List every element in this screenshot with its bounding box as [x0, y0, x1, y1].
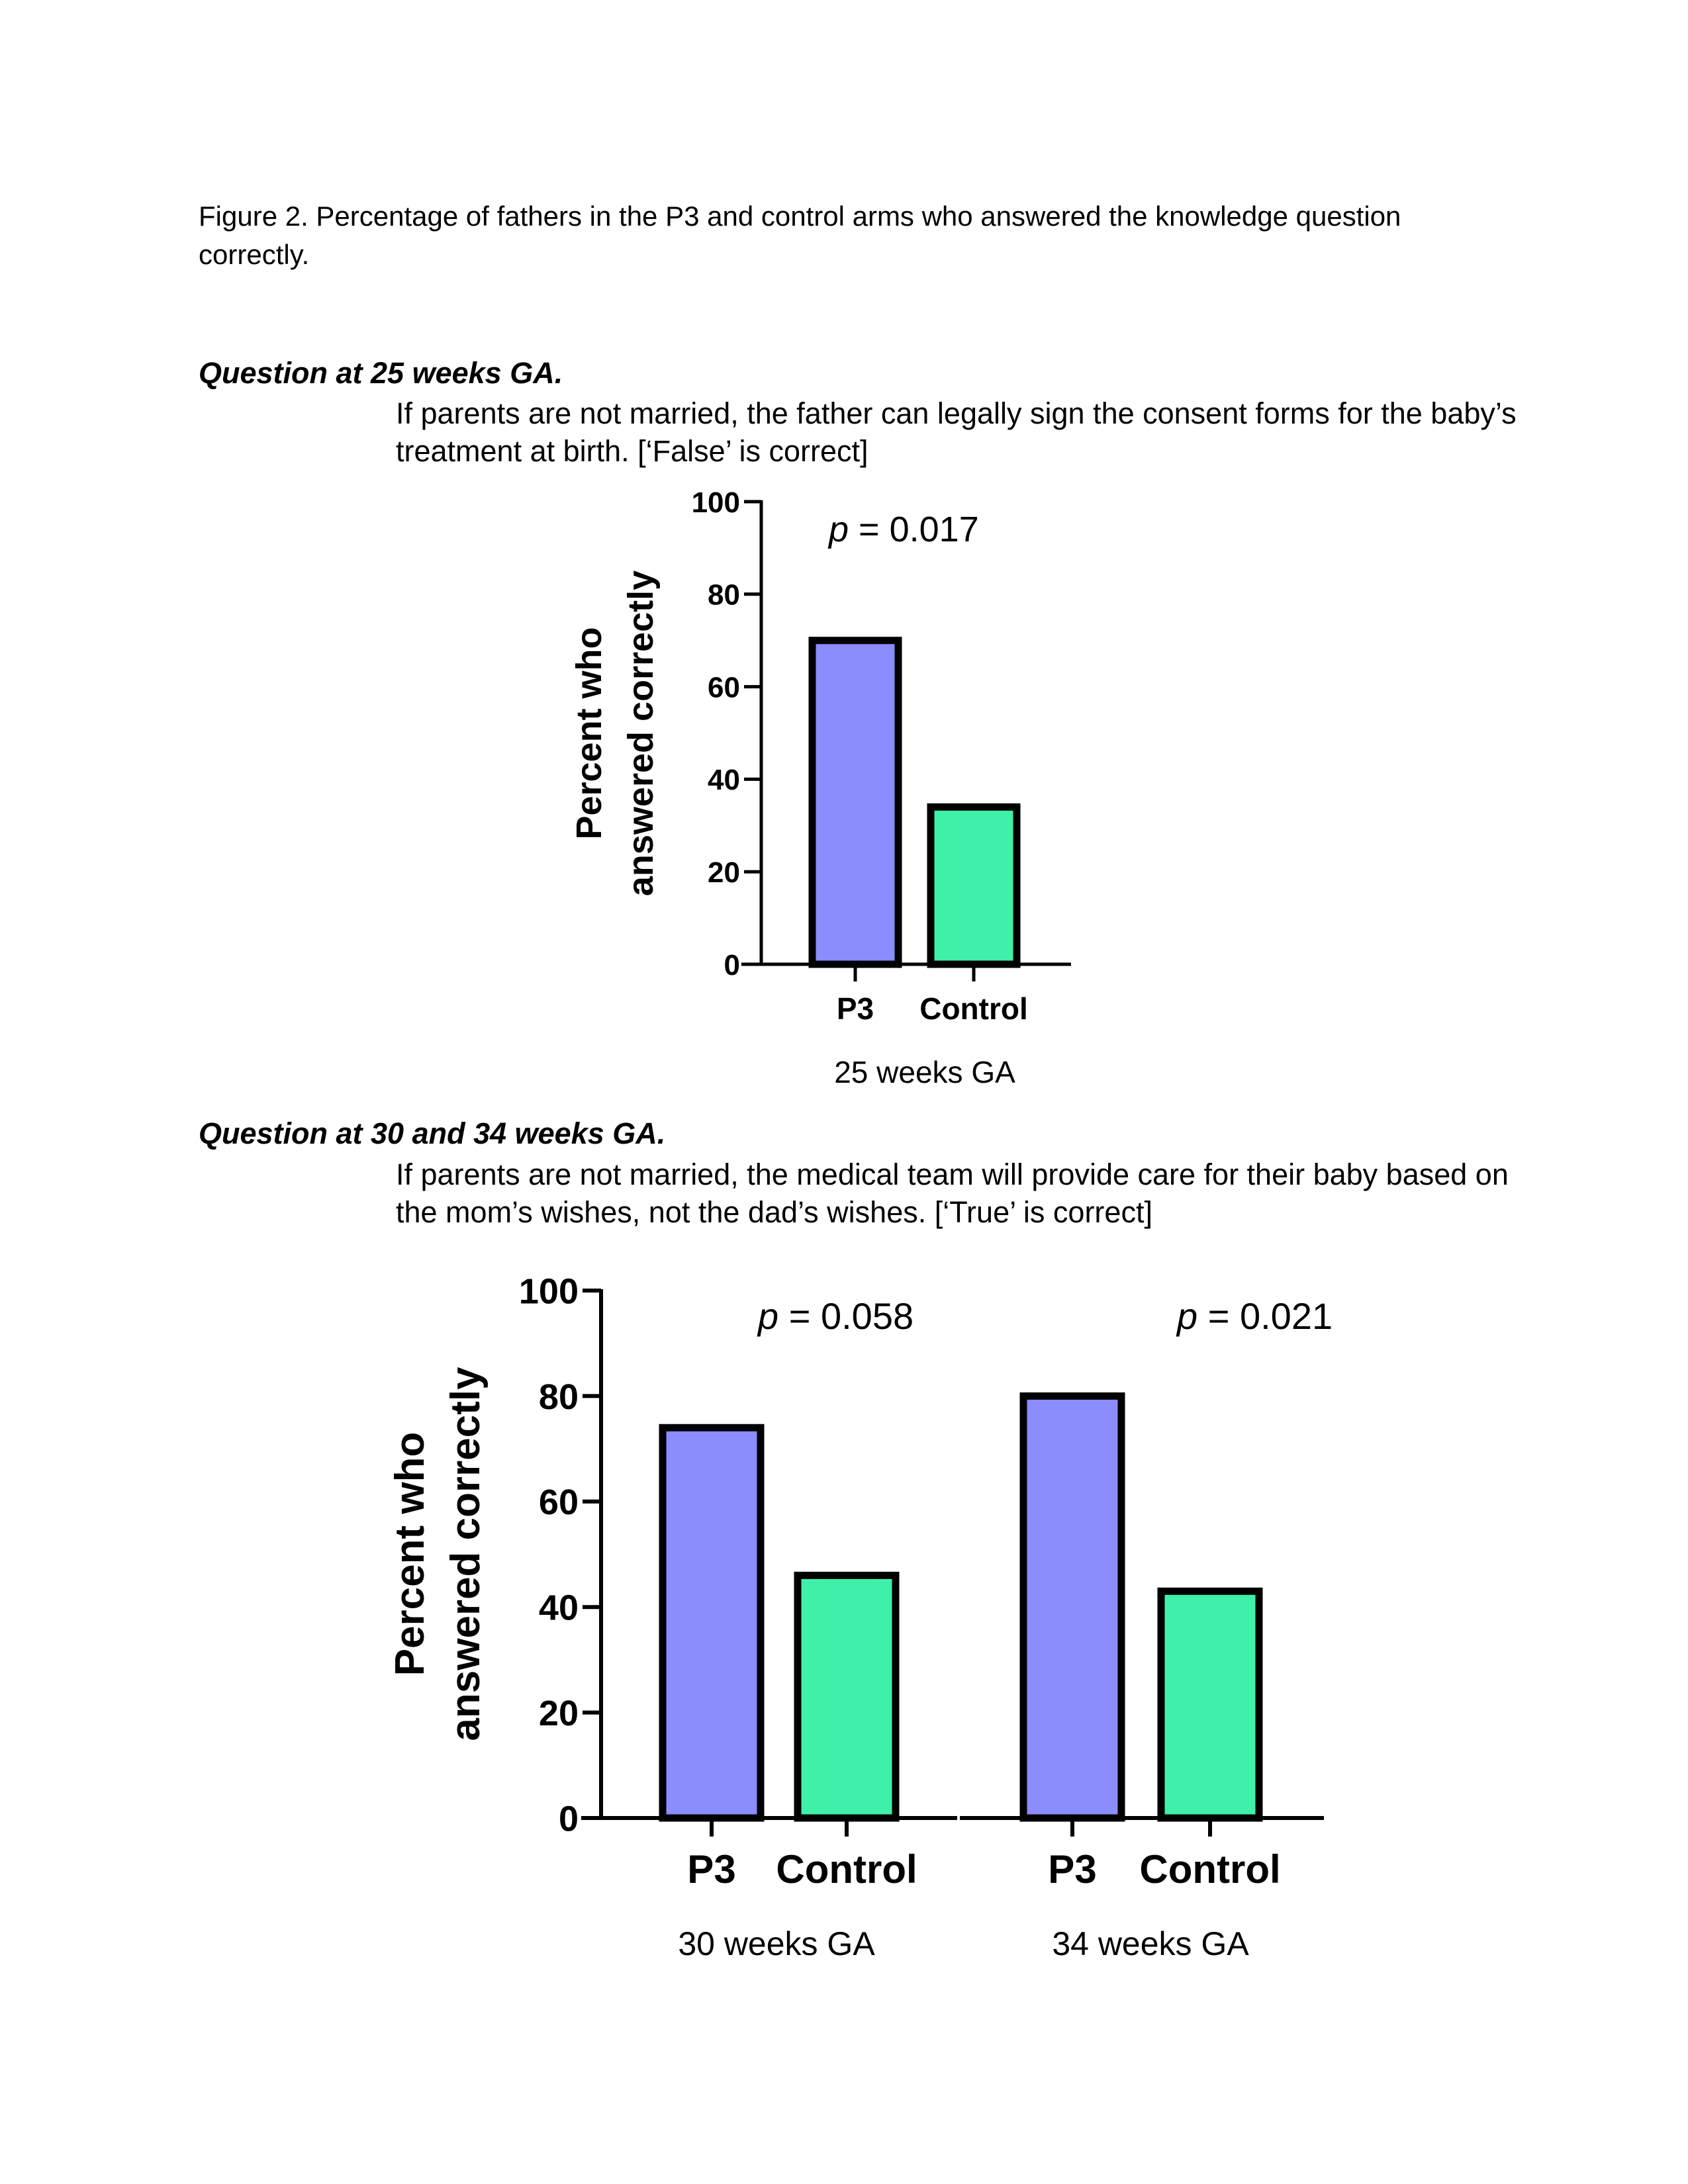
- y-tick-label-0: 0: [558, 1799, 579, 1839]
- x-tick-label-control-1: Control: [919, 991, 1028, 1026]
- group-label-1: 25 weeks GA: [834, 1055, 1015, 1089]
- y-axis-title-line-2: answered correctly: [443, 1367, 489, 1741]
- x-tick-label-control-1: Control: [776, 1847, 917, 1891]
- p-value-annotation-1: p = 0.017: [829, 510, 979, 549]
- y-tick-label-0: 0: [724, 948, 740, 981]
- y-tick-label-60: 60: [708, 671, 740, 704]
- question-text-25: If parents are not married, the father can legally sign the consent forms for the baby’s treatment at birth. [‘False’ is correct]: [396, 396, 1517, 468]
- y-tick-label-40: 40: [538, 1588, 579, 1628]
- y-tick-label-100: 100: [518, 1271, 579, 1312]
- y-tick-label-80: 80: [538, 1377, 579, 1417]
- bar-control-2: [1161, 1591, 1259, 1818]
- group-label-1: 30 weeks GA: [678, 1925, 875, 1962]
- bar-p3-2: [1023, 1396, 1121, 1818]
- x-tick-label-p3-1: P3: [687, 1847, 736, 1891]
- question-heading-30-34: Question at 30 and 34 weeks GA.: [199, 1116, 666, 1150]
- y-tick-label-20: 20: [708, 856, 740, 889]
- p-value-annotation-2: p = 0.021: [1177, 1295, 1333, 1337]
- y-axis-title-line-2: answered correctly: [621, 570, 661, 897]
- y-tick-label-100: 100: [691, 486, 740, 519]
- question-text-30-34: If parents are not married, the medical team will provide care for their baby based on the mom’s wishes, not the dad’s wishes. [‘True’ is correct]: [396, 1158, 1509, 1229]
- bar-control-1: [798, 1575, 896, 1818]
- x-tick-label-p3-2: P3: [1048, 1847, 1097, 1891]
- y-tick-label-40: 40: [708, 764, 740, 797]
- y-tick-label-60: 60: [538, 1482, 579, 1523]
- x-tick-label-p3-1: P3: [836, 991, 874, 1026]
- p-value-annotation-1: p = 0.058: [758, 1295, 914, 1337]
- figure-caption: Figure 2. Percentage of fathers in the P3 and control arms who answered the knowledge question correctly.: [199, 201, 1401, 270]
- y-tick-label-20: 20: [538, 1694, 579, 1734]
- y-axis-title-line-1: Percent who: [569, 627, 609, 840]
- y-tick-label-80: 80: [708, 578, 740, 612]
- group-label-2: 34 weeks GA: [1052, 1925, 1249, 1962]
- x-tick-label-control-2: Control: [1139, 1847, 1281, 1891]
- bar-p3-1: [663, 1428, 761, 1818]
- question-heading-25: Question at 25 weeks GA.: [199, 356, 563, 390]
- y-axis-title-line-1: Percent who: [387, 1432, 433, 1676]
